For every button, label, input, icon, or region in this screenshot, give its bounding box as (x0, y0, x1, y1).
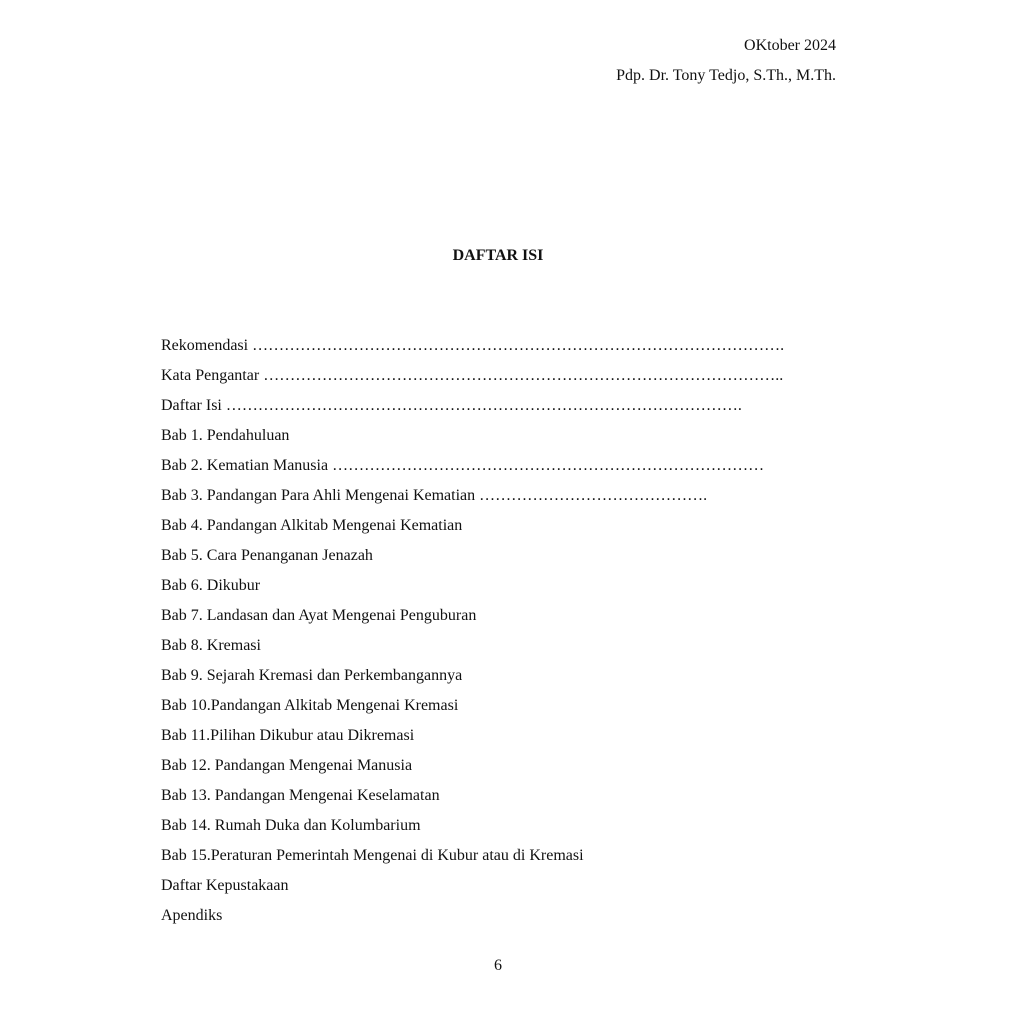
toc-entry-label: Bab 2. Kematian Manusia (161, 457, 329, 474)
toc-entry-rekomendasi (161, 336, 861, 366)
toc-entry-bab-4 (161, 516, 861, 546)
toc-entry-leader: ……………………………………………………………………… (332, 457, 765, 474)
toc-entry-bab-7 (161, 606, 861, 636)
toc-entry-bab-3 (161, 486, 861, 516)
toc-entry-label: Daftar Isi (161, 397, 222, 414)
toc-entry-label: Bab 15.Peraturan Pemerintah Mengenai di Kubur atau di Kremasi (161, 847, 584, 864)
toc-entry-label: Bab 8. Kremasi (161, 637, 261, 654)
toc-entry-bab-10 (161, 696, 861, 726)
toc-entry-label: Bab 6. Dikubur (161, 577, 261, 594)
toc-entry-bab-6 (161, 576, 861, 606)
toc-entry-label: Kata Pengantar (161, 367, 260, 384)
toc-entry-label: Bab 5. Cara Penanganan Jenazah (161, 547, 373, 564)
toc-entry-label: Bab 12. Pandangan Mengenai Manusia (161, 757, 413, 774)
toc-entry-bab-12 (161, 756, 861, 786)
toc-entry-label: Bab 11.Pilihan Dikubur atau Dikremasi (161, 727, 415, 744)
toc-entry-bab-1 (161, 426, 861, 456)
toc-entry-label: Rekomendasi (161, 337, 249, 354)
toc-entry-bab-5 (161, 546, 861, 576)
toc-entry-label: Bab 10.Pandangan Alkitab Mengenai Kremasi (161, 697, 459, 714)
toc-title: DAFTAR ISI (452, 247, 544, 264)
toc-entry-bab-13 (161, 786, 861, 816)
toc-entry-label: Bab 4. Pandangan Alkitab Mengenai Kematian (161, 517, 463, 534)
toc-entry-label: Apendiks (161, 907, 223, 924)
toc-entry-bab-11 (161, 726, 861, 756)
toc-entry-daftar-isi (161, 396, 861, 426)
toc-entry-leader: ……………………………………………………………………………………. (225, 397, 742, 414)
toc-entry-daftar-kepustakaan (161, 876, 861, 906)
toc-entry-label: Bab 7. Landasan dan Ayat Mengenai Penguburan (161, 607, 477, 624)
toc-entry-label: Bab 14. Rumah Duka dan Kolumbarium (161, 817, 421, 834)
toc-entry-bab-2 (161, 456, 861, 486)
toc-entry-apendiks (161, 906, 861, 936)
header-author: Pdp. Dr. Tony Tedjo, S.Th., M.Th. (616, 67, 836, 84)
toc-entry-leader: ………………………………………………………………………………………. (252, 337, 785, 354)
toc-entry-label: Bab 1. Pendahuluan (161, 427, 290, 444)
toc-entry-bab-9 (161, 666, 861, 696)
header-date: OKtober 2024 (744, 37, 836, 54)
toc-entry-label: Daftar Kepustakaan (161, 877, 289, 894)
toc-entry-label: Bab 3. Pandangan Para Ahli Mengenai Kematian (161, 487, 476, 504)
toc-entry-leader: ……………………………………. (479, 487, 708, 504)
toc-entry-label: Bab 9. Sejarah Kremasi dan Perkembangannya (161, 667, 463, 684)
toc-entry-kata-pengantar (161, 366, 861, 396)
toc-list (161, 336, 861, 936)
toc-entry-label: Bab 13. Pandangan Mengenai Keselamatan (161, 787, 440, 804)
toc-entry-bab-15 (161, 846, 861, 876)
page-number: 6 (494, 957, 502, 974)
toc-entry-leader: …………………………………………………………………………………….. (263, 367, 784, 384)
toc-entry-bab-8 (161, 636, 861, 666)
toc-entry-bab-14 (161, 816, 861, 846)
